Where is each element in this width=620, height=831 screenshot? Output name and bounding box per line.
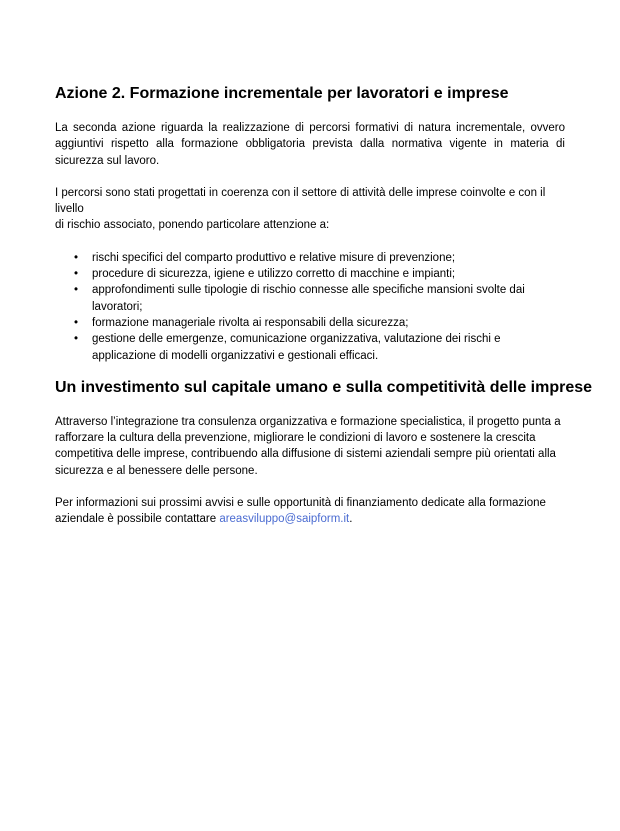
paragraph-spacer (55, 169, 565, 185)
bullet-icon: • (74, 284, 79, 297)
bullet-list (55, 250, 565, 364)
bullet-icon: • (74, 333, 79, 346)
paragraph-contatti (55, 495, 565, 528)
list-item-text: gestione delle emergenze, comunicazione organizzativa, valutazione dei rischi e applicazione di modelli organizzativi e gestionali efficaci. (92, 333, 501, 362)
paragraph-percorsi-line-2: di rischio associato, ponendo particolare attenzione a: (55, 219, 330, 232)
paragraph-integrazione-line-4: sicurezza e al benessere delle persone. (55, 464, 258, 477)
bullet-icon: • (74, 316, 79, 329)
paragraph-contatti-line-1: Per informazioni sui prossimi avvisi e sulle opportunità di finanziamento dedicate alla formazione (55, 497, 546, 510)
list-item (55, 315, 565, 331)
paragraph-integrazione-line-1: Attraverso l’integrazione tra consulenza organizzativa e formazione specialistica, il progetto punta a (55, 415, 561, 428)
bullet-icon: • (74, 251, 79, 264)
email-link[interactable]: areasviluppo@saipform.it (219, 513, 350, 526)
paragraph-integrazione-line-3: competitiva delle imprese, contribuendo alla diffusione di sistemi aziendali sempre più orientati alla (55, 448, 556, 461)
document-page (55, 84, 593, 528)
paragraph-spacer (55, 479, 565, 495)
list-item-text: formazione manageriale rivolta ai responsabili della sicurezza; (92, 316, 409, 329)
list-item-text: rischi specifici del comparto produttivo e relative misure di prevenzione; (92, 251, 456, 264)
paragraph-contatti-suffix: . (349, 513, 353, 526)
paragraph-integrazione-line-2: rafforzare la cultura della prevenzione, migliorare le condizioni di lavoro e sostenere la crescita (55, 432, 536, 445)
list-item-text: procedure di sicurezza, igiene e utilizzo corretto di macchine e impianti; (92, 268, 456, 281)
section-heading-investimento: Un investimento sul capitale umano e sulla competitività delle imprese (55, 378, 593, 396)
paragraph-contatti-prefix: aziendale è possibile contattare (55, 513, 220, 526)
list-item (55, 250, 565, 266)
paragraph-integrazione (55, 414, 565, 479)
paragraph-percorsi (55, 185, 565, 234)
list-item (55, 266, 565, 282)
bullet-icon: • (74, 268, 79, 281)
paragraph-azione-intro: La seconda azione riguarda la realizzazione di percorsi formativi di natura incrementale, ovvero aggiuntivi rispetto alla formazione obbligatoria prevista dalla normativa vigente in materia di sicurezza sul lavoro. (55, 122, 565, 167)
list-item (55, 331, 565, 364)
list-item (55, 282, 565, 315)
section-heading-azione-2: Azione 2. Formazione incrementale per lavoratori e imprese (55, 85, 509, 102)
paragraph-percorsi-line-1: I percorsi sono stati progettati in coerenza con il settore di attività delle imprese coinvolte e con il livello (55, 186, 546, 216)
list-item-text: approfondimenti sulle tipologie di rischio connesse alle specifiche mansioni svolte dai lavoratori; (92, 284, 525, 313)
